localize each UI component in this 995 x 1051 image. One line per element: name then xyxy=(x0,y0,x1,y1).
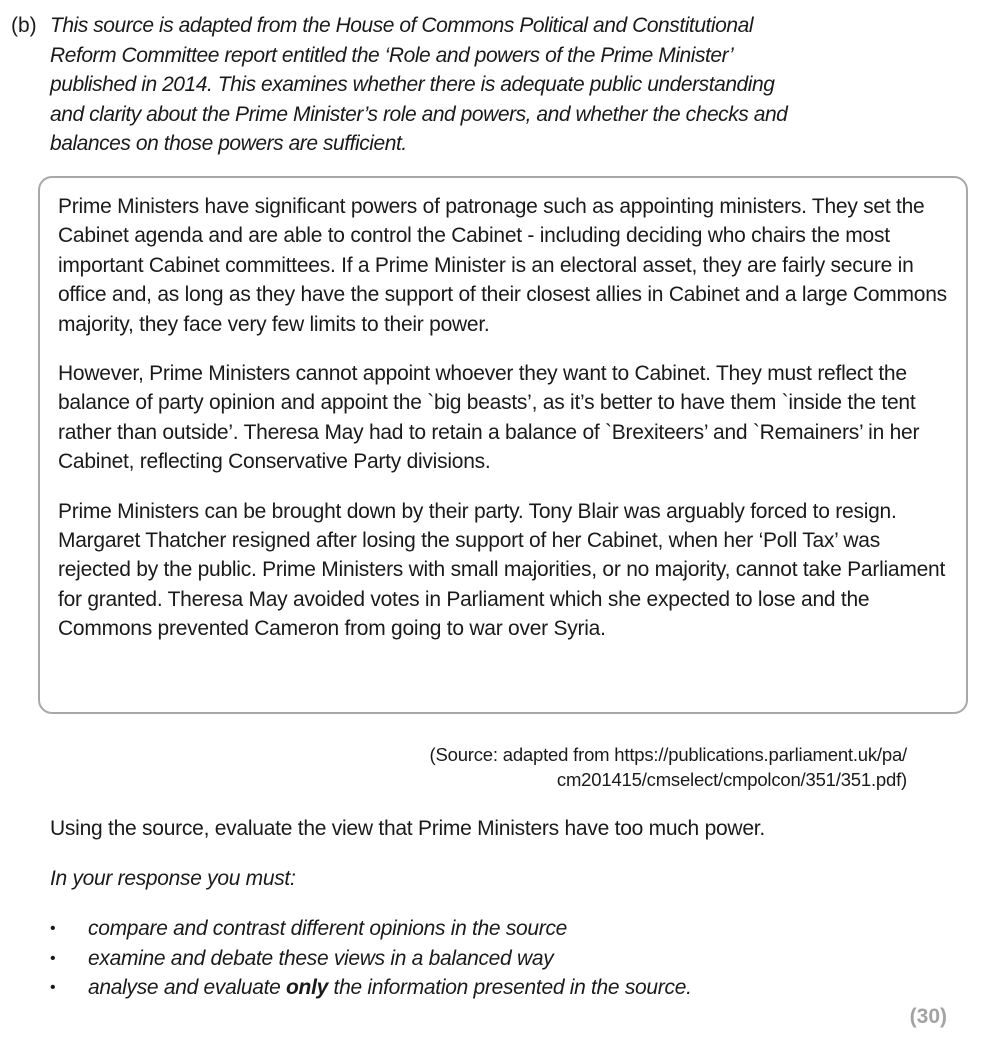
bullet-icon: • xyxy=(50,979,56,996)
requirement-item xyxy=(50,973,692,1003)
source-text-box xyxy=(38,176,968,714)
source-introduction xyxy=(50,11,950,159)
intro-line: published in 2014. This examines whether there is adequate public understanding xyxy=(50,73,775,96)
requirement-text: compare and contrast different opinions in the source xyxy=(88,917,568,940)
source-paragraph: Prime Ministers have significant powers of patronage such as appointing ministers. They set the Cabinet agenda and are able to control the Cabinet - including deciding who chairs the most important Cabinet committees. If a Prime Minister is an electoral asset, they are fairly secure in office and, as long as they have the support of their closest allies in Cabinet and a large Commons majority, they face very few limits to their power. xyxy=(58,195,947,336)
requirement-emphasis: only xyxy=(286,976,329,999)
intro-line: Reform Committee report entitled the ‘Role and powers of the Prime Minister’ xyxy=(50,43,734,67)
question-instruction: Using the source, evaluate the view that Prime Ministers have too much power. xyxy=(50,817,765,840)
intro-line: This source is adapted from the House of Commons Political and Constitutional xyxy=(50,14,754,37)
requirements-list xyxy=(50,914,692,1003)
requirement-item xyxy=(50,944,692,974)
source-citation xyxy=(430,742,908,792)
response-requirements-heading: In your response you must: xyxy=(50,867,296,890)
requirement-text-after: the information presented in the source. xyxy=(328,976,692,999)
bullet-icon: • xyxy=(50,949,56,967)
bullet-icon: • xyxy=(50,920,56,937)
citation-line: (Source: adapted from https://publications.parliament.uk/pa/ xyxy=(429,744,907,765)
citation-line: cm201415/cmselect/cmpolcon/351/351.pdf) xyxy=(556,769,907,790)
marks-available: (30) xyxy=(909,1005,947,1028)
intro-line: balances on those powers are sufficient. xyxy=(50,132,407,155)
source-paragraph: Prime Ministers can be brought down by their party. Tony Blair was arguably forced to resign. Margaret Thatcher resigned after losing the support of her Cabinet, when her ‘Poll Tax’ was rejected by the public. Prime Ministers with small majorities, or no majority, cannot take Parliament for granted. Theresa May avoided votes in Parliament which she expected to lose and the Commons prevented Cameron from going to war over Syria. xyxy=(58,499,946,641)
requirement-text: examine and debate these views in a balanced way xyxy=(88,946,554,970)
requirement-item xyxy=(50,914,692,944)
intro-line: and clarity about the Prime Minister’s role and powers, and whether the checks and xyxy=(50,102,788,126)
requirement-text-before: analyse and evaluate xyxy=(88,976,287,999)
source-paragraph: However, Prime Ministers cannot appoint whoever they want to Cabinet. They must reflect the balance of party opinion and appoint the `big beasts’, as it’s better to have them `inside the tent rather than outside’. Theresa May had to retain a balance of `Brexiteers’ and `Remainers’ in her Cabinet, reflecting Conservative Party divisions. xyxy=(58,362,920,474)
question-label: (b) xyxy=(11,14,37,37)
